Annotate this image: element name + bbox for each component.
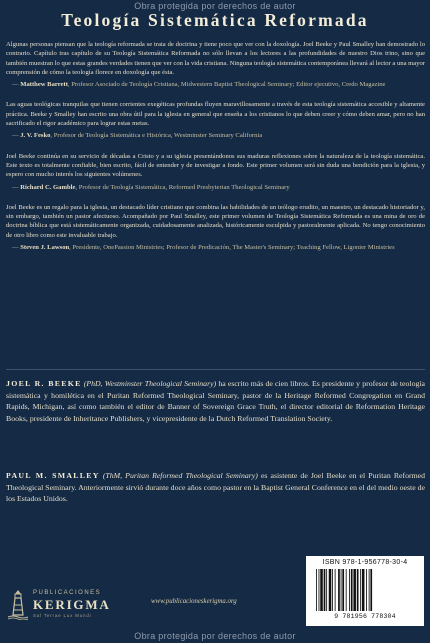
endorsement xyxy=(6,152,425,192)
endorser-role: , Presidente, OnePassion Ministries; Profesor de Predicación, The Master's Seminary; Teaching Fellow, Ligonier Ministries xyxy=(69,244,395,252)
isbn-barcode-box xyxy=(306,556,424,626)
watermark-top: Obra protegida por derechos de autor xyxy=(134,1,296,11)
endorsement xyxy=(6,203,425,252)
endorsement xyxy=(6,100,425,140)
publisher-website: www.publicacioneskerigma.org xyxy=(151,598,237,605)
barcode-digits: 9 781956 778304 xyxy=(334,613,396,620)
watermark-bottom: Obra protegida por derechos de autor xyxy=(134,631,296,641)
author-name: PAUL M. SMALLEY xyxy=(6,471,100,480)
endorser-name: Richard C. Gamble xyxy=(20,183,76,191)
endorsements xyxy=(6,40,425,263)
endorsement-attribution: — Richard C. Gamble, Profesor de Teología Sistemática, Reformed Presbyterian Theological Seminary xyxy=(12,183,290,191)
endorser-name: J. V. Fesko xyxy=(20,132,51,140)
author-bio-text: ha escrito más de cien libros. Es presidente y profesor de teología sistemática y homilética en el Puritan Reformed Theological Seminary, pastor de la Heritage Reformed Congregation en Grand Rapids, Michigan, así como también el editor de Banner of Sovereign Grace Truth, el director editorial de Reformation Heritage Books, presidente de Inheritance Publishers, y vicepresidente de la Dutch Reformed Translation Society. xyxy=(6,379,425,423)
publisher-name: KERIGMA xyxy=(33,597,111,612)
endorser-role: , Profesor Asociado de Teología Cristiana, Midwestern Baptist Theological Seminary; Editor ejecutivo, Credo Magazine xyxy=(67,81,386,89)
endorsement xyxy=(6,40,425,89)
publisher-prefix: PUBLICACIONES xyxy=(33,590,102,596)
author-bio-text: es asistente de Joel Beeke en el Puritan Reformed Theological Seminary. Anteriormente sirvió durante doce años como pastor en la Baptist General Conference en el del medio oeste de los Estados Unidos. xyxy=(6,471,425,504)
endorser-role: , Profesor de Teología Sistemática, Reformed Presbyterian Theological Seminary xyxy=(75,183,290,191)
publisher-logo xyxy=(6,588,146,624)
section-divider xyxy=(6,369,425,370)
author-bio-beeke xyxy=(6,378,425,424)
book-title: Teología Sistemática Reformada xyxy=(61,10,369,30)
endorsement-attribution: — Matthew Barrett, Profesor Asociado de Teología Cristiana, Midwestern Baptist Theological Seminary; Editor ejecutivo, Credo Magazine xyxy=(12,81,386,89)
endorsement-text: Las aguas teológicas tranquilas que tienen corrientes exegéticas profundas fluyen maravillosamente a través de esta teología sistemática accesible y altamente práctica. Beeke y Smalley han escrito una obra útil para la iglesia en general que enseña a los cristianos lo que deben creer y cómo deben amar, pero no han sacrificado el rigor académico para lograr estas metas. xyxy=(6,101,425,128)
author-bio-smalley xyxy=(6,470,425,505)
isbn-label: ISBN 978-1-956778-30-4 xyxy=(322,559,408,566)
endorsement-text: Joel Beeke es un regalo para la iglesia, un destacado líder cristiano que combina las habilidades de un teólogo erudito, un maestro, un destacado historiador y, sin embargo, también un pastor afectuoso. Acompañado por Paul Smalley, este primer volumen de Teología Sistemática Reformada es una mina de oro de doctrina bíblica que está sistemáticamente organizada, cuidadosamente analizada, históricamente esculpida y pastoralmente aplicada. No tengo conocimiento de otro libro como este invaluable trabajo. xyxy=(6,203,425,239)
author-credentials: (ThM, Puritan Reformed Theological Seminary) xyxy=(102,471,258,480)
endorser-role: , Profesor de Teología Sistemática e Histórica, Westminster Seminary California xyxy=(50,132,263,140)
endorsement-attribution: — J. V. Fesko, Profesor de Teología Sistemática e Histórica, Westminster Seminary California xyxy=(12,132,263,140)
endorser-name: Steven J. Lawson xyxy=(20,244,70,252)
author-credentials: (PhD, Westminster Theological Seminary) xyxy=(83,379,217,388)
lighthouse-icon xyxy=(6,588,30,620)
publisher-motto: Sal Terrae Lux Mundi xyxy=(33,613,92,618)
author-name: JOEL R. BEEKE xyxy=(6,379,82,388)
barcode-icon xyxy=(316,569,416,611)
endorsement-text: Joel Beeke continúa en su servicio de décadas a Cristo y a su iglesia presentándonos sus maduras reflexiones sobre la naturaleza de la teología sistemática. Este texto es totalmente confiable, bien escrito, fácil de entender y de investigar a fondo. Este primer volumen será sin duda una bendición para la iglesia, y espero con mucho interés los siguientes volúmenes. xyxy=(6,152,425,179)
endorsement-text: Algunas personas piensan que la teología reformada se trata de doctrina y tiene poco que ver con la doxología. Joel Beeke y Paul Smalley han demostrado lo contrario. Capítulo tras capítulo de su Teología Sistemática Reformada no sólo llevan a los lectores a las profundidades de nuestro Dios trino, sino que también muestran lo que estas grandes verdades tienen que ver con la vida cristiana. Ninguna teología sistemática contemporánea llevará al lector a una mayor comprensión de cómo la teología florece en doxología que ésta. xyxy=(6,41,425,76)
endorser-name: Matthew Barrett xyxy=(20,81,68,89)
endorsement-attribution: — Steven J. Lawson, Presidente, OnePassion Ministries; Profesor de Predicación, The Master's Seminary; Teaching Fellow, Ligonier Ministries xyxy=(12,244,395,252)
